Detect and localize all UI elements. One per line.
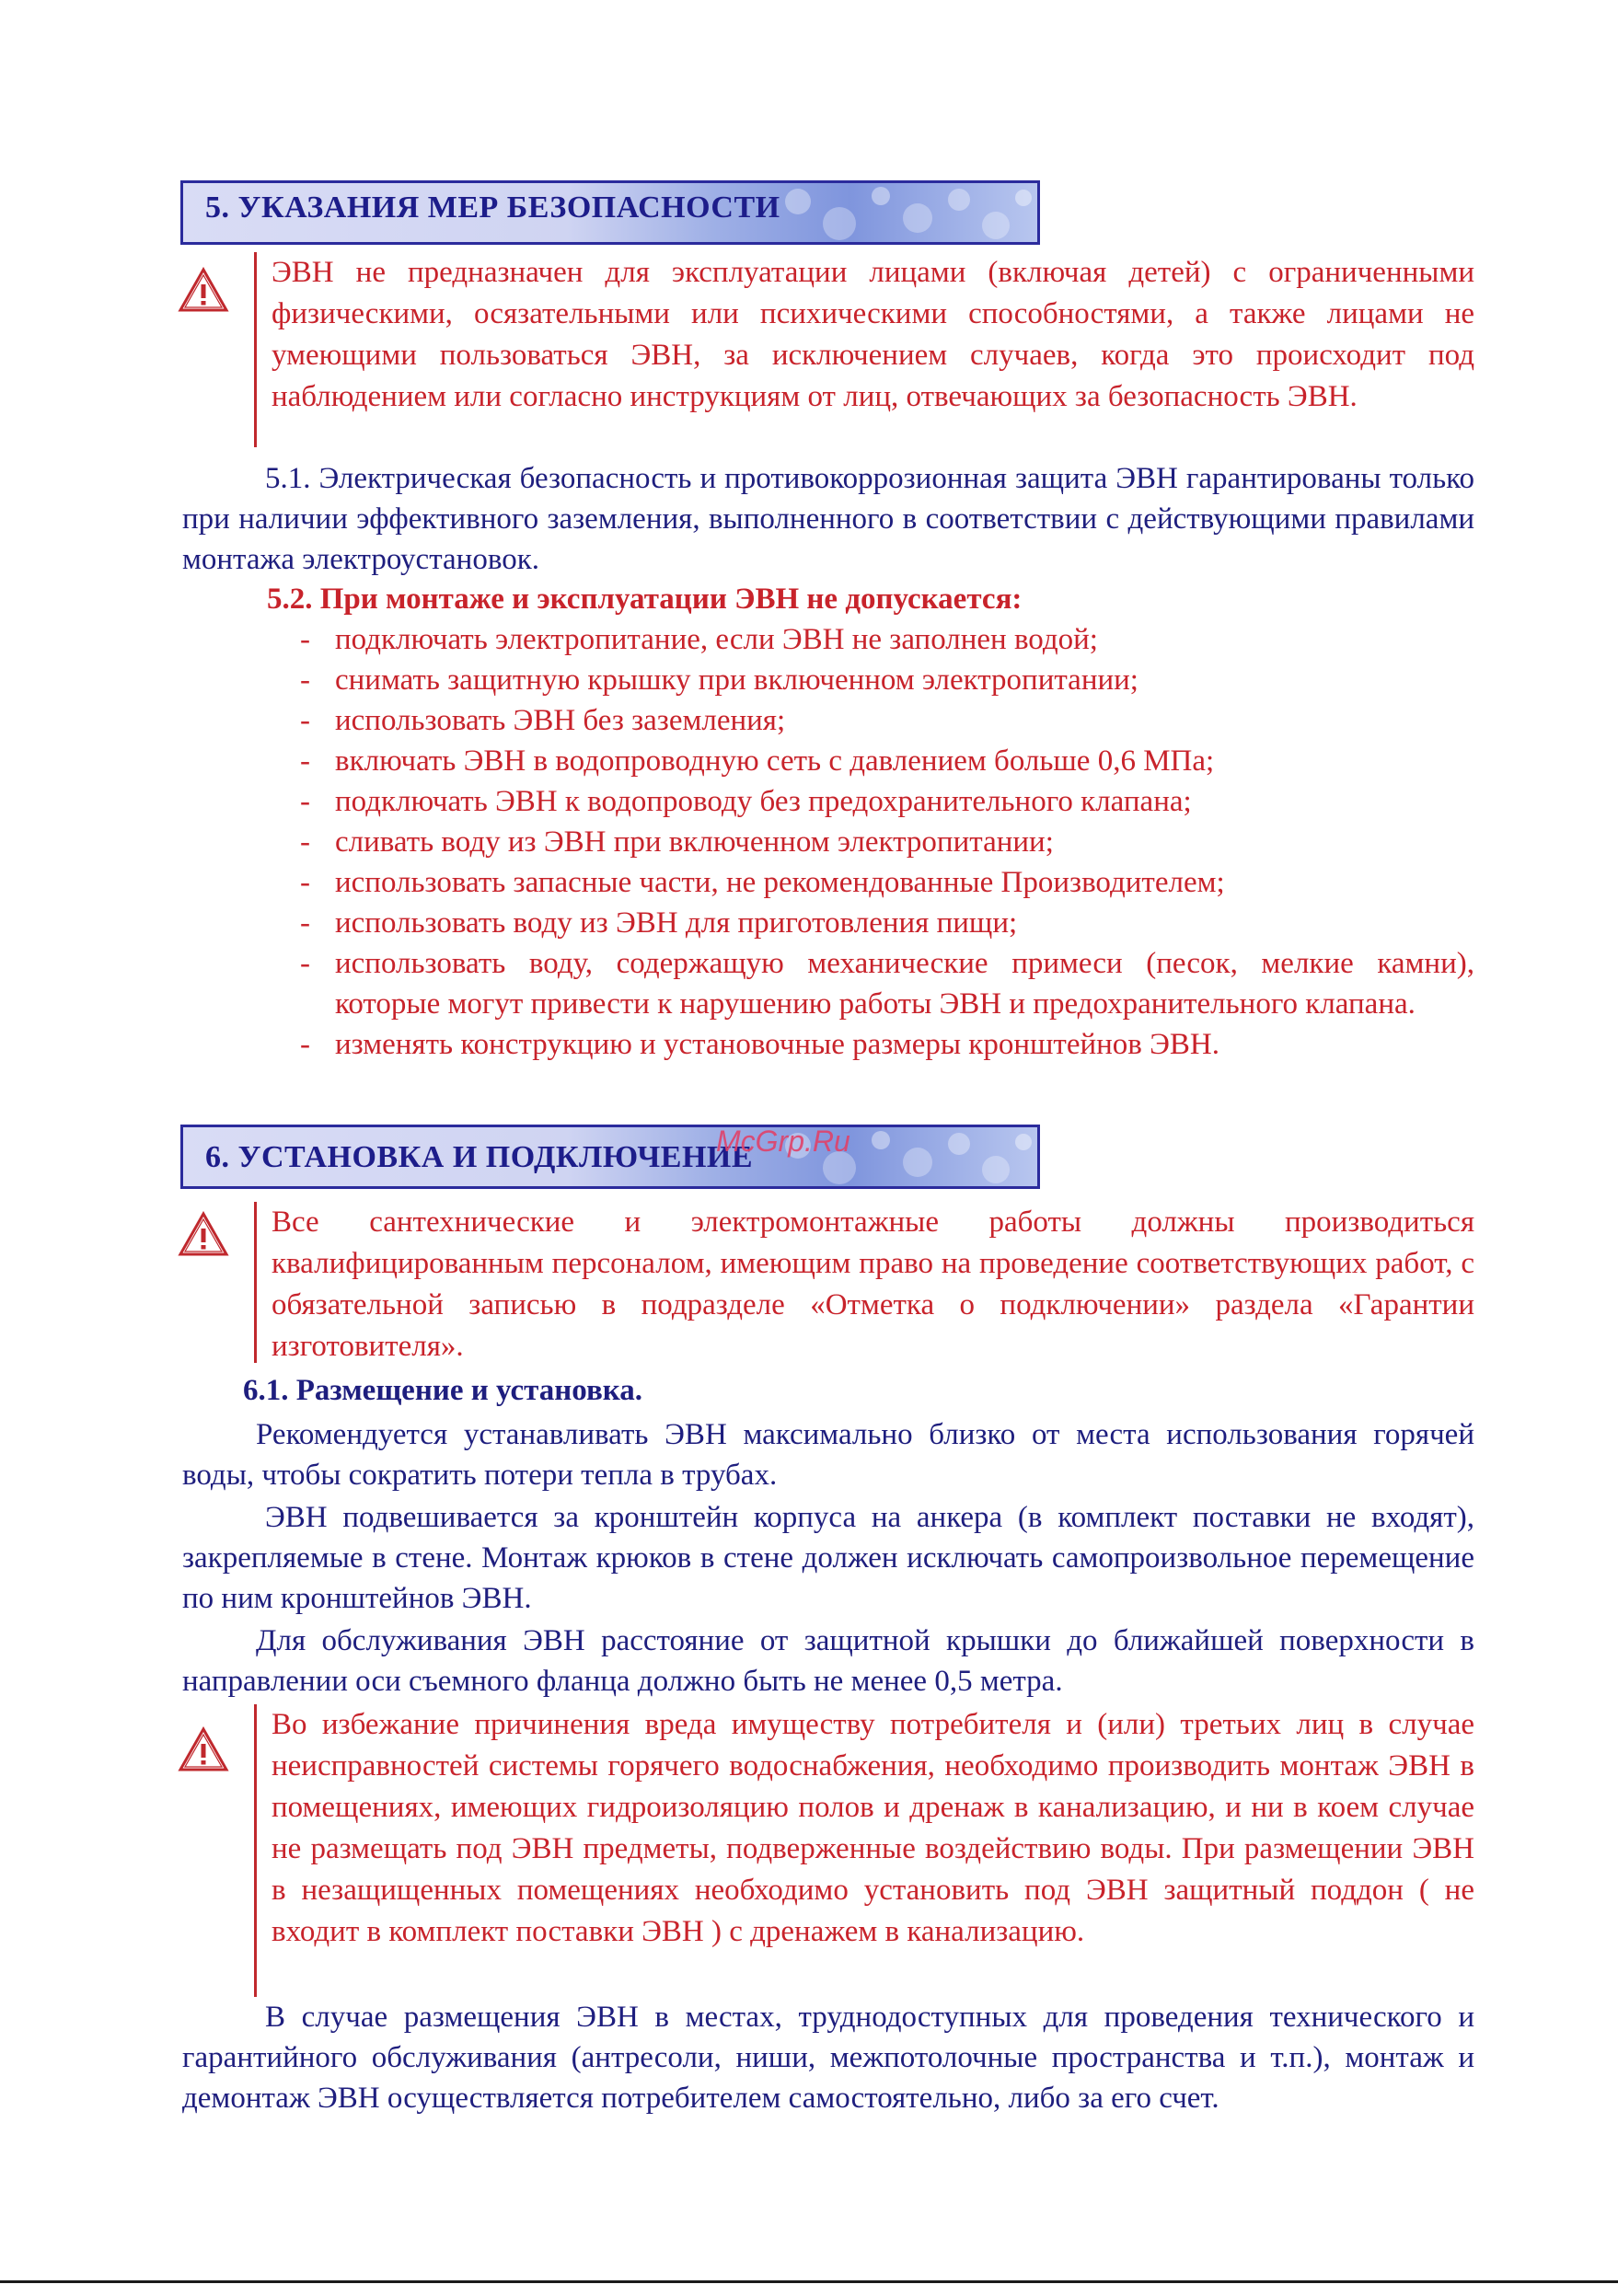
list-item: - изменять конструкцию и установочные размеры кронштейнов ЭВН. bbox=[296, 1024, 1474, 1065]
flood-warning-text: Во избежание причинения вреда имуществу потребителя и (или) третьих лиц в случае неисправностей системы горячего водоснабжения, необходимо производить монтаж ЭВН в помещениях, имеющих гидроизоляцию полов и дренаж в канализацию, и ни в коем случае не размещать под ЭВН предметы, подверженные воздействию воды. При размещении ЭВН в незащищенных помещениях необходимо установить под ЭВН защитный поддон ( не входит в комплект поставки ЭВН ) с дренажем в канализацию. bbox=[272, 1708, 1474, 1948]
paragraph-mounting-text: ЭВН подвешивается за кронштейн корпуса на анкера (в комплект поставки не входят), закрепляемые в стене. Монтаж крюков в стене должен исключать самопроизвольное перемещение по ним кронштейнов ЭВН. bbox=[182, 1501, 1474, 1615]
paragraph-placement-text: Рекомендуется устанавливать ЭВН максимально близко от места использования горячей воды, чтобы сократить потери тепла в трубах. bbox=[182, 1418, 1474, 1492]
flood-warning bbox=[254, 1704, 1474, 1997]
paragraph-clearance bbox=[182, 1621, 1474, 1702]
subheading-6-1: 6.1. Размещение и установка. bbox=[243, 1374, 643, 1407]
paragraph-5-1 bbox=[182, 458, 1474, 580]
list-item: - подключать ЭВН к водопроводу без предохранительного клапана; bbox=[296, 781, 1474, 822]
list-item: - сливать воду из ЭВН при включенном электропитании; bbox=[296, 822, 1474, 862]
paragraph-hard-access bbox=[182, 1997, 1474, 2118]
list-item: - снимать защитную крышку при включенном электропитании; bbox=[296, 660, 1474, 700]
paragraph-clearance-text: Для обслуживания ЭВН расстояние от защитной крышки до ближайшей поверхности в направлении оси съемного фланца должно быть не менее 0,5 метра. bbox=[182, 1624, 1474, 1698]
list-item: - использовать воду, содержащую механические примеси (песок, мелкие камни), которые могут привести к нарушению работы ЭВН и предохранительного клапана. bbox=[296, 943, 1474, 1024]
section-6-title: 6. УСТАНОВКА И ПОДКЛЮЧЕНИЕ bbox=[205, 1140, 754, 1174]
installation-warning-text: Все сантехнические и электромонтажные работы должны производиться квалифицированным персоналом, имеющим право на проведение соответствующих работ, с обязательной записью в подразделе «Отметка о подключении» раздела «Гарантии изготовителя». bbox=[272, 1206, 1474, 1363]
footer-rule bbox=[0, 2280, 1618, 2283]
safety-warning bbox=[254, 252, 1474, 447]
list-item: - использовать ЭВН без заземления; bbox=[296, 700, 1474, 741]
warning-triangle-icon bbox=[178, 1726, 229, 1772]
prohibited-actions-list bbox=[296, 619, 1474, 1065]
paragraph-hard-access-text: В случае размещения ЭВН в местах, труднодоступных для проведения технического и гарантийного обслуживания (антресоли, ниши, межпотолочные пространства и т.п.), монтаж и демонтаж ЭВН осуществляется потребителем самостоятельно, либо за его счет. bbox=[182, 2001, 1474, 2115]
section-5-title: 5. УКАЗАНИЯ МЕР БЕЗОПАСНОСТИ bbox=[205, 190, 780, 225]
list-item: - подключать электропитание, если ЭВН не заполнен водой; bbox=[296, 619, 1474, 660]
list-item: - использовать запасные части, не рекомендованные Производителем; bbox=[296, 862, 1474, 903]
warning-triangle-icon bbox=[178, 1211, 229, 1257]
paragraph-mounting bbox=[182, 1497, 1474, 1619]
section-6-header bbox=[180, 1125, 1040, 1189]
paragraph-5-1-text: 5.1. Электрическая безопасность и противокоррозионная защита ЭВН гарантированы только при наличии эффективного заземления, выполненного в соответствии с действующими правилами монтажа электроустановок. bbox=[182, 462, 1474, 576]
watermark: McGrp.Ru bbox=[716, 1125, 850, 1158]
warning-triangle-icon bbox=[178, 267, 229, 313]
section-5-header bbox=[180, 180, 1040, 245]
list-item: - использовать воду из ЭВН для приготовления пищи; bbox=[296, 903, 1474, 943]
bubbles-decoration bbox=[761, 183, 1037, 242]
installation-warning bbox=[254, 1202, 1474, 1363]
paragraph-placement bbox=[182, 1414, 1474, 1495]
subheading-5-2: 5.2. При монтаже и эксплуатации ЭВН не допускается: bbox=[267, 583, 1023, 616]
list-item: - включать ЭВН в водопроводную сеть с давлением больше 0,6 МПа; bbox=[296, 741, 1474, 781]
safety-warning-text: ЭВН не предназначен для эксплуатации лицами (включая детей) с ограниченными физическими, осязательными или психическими способностями, а также лицами не умеющими пользоваться ЭВН, за исключением случаев, когда это происходит под наблюдением или согласно инструкциям от лиц, отвечающих за безопасность ЭВН. bbox=[272, 256, 1474, 413]
